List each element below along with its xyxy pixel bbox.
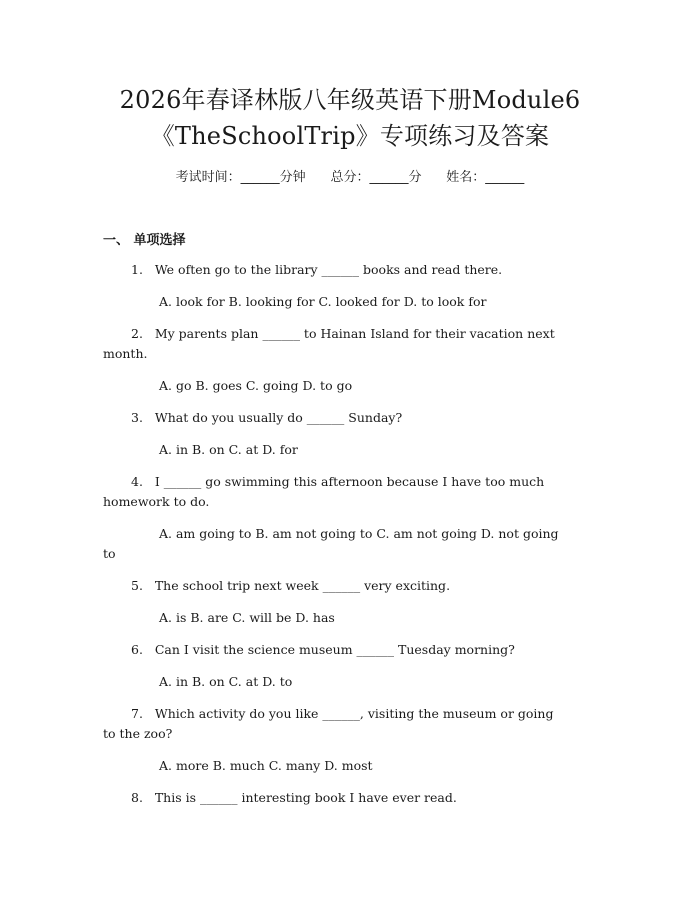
question-8-text: 8. This is ______ interesting book I have ever read. [131, 790, 457, 805]
question-3-text: 3. What do you usually do ______ Sunday? [131, 410, 403, 425]
question-4-text-continued: homework to do. [103, 494, 210, 509]
exam-score-label: 总分：______分 [330, 170, 422, 185]
document-title-line-2: 《TheSchoolTrip》专项练习及答案 [150, 122, 550, 150]
exam-name-label: 姓名：______ [446, 170, 525, 185]
document-title-line-1: 2026年春译林版八年级英语下册Module6 [119, 86, 581, 114]
question-5-text: 5. The school trip next week ______ very exciting. [131, 578, 451, 593]
question-6-options: A. in B. on C. at D. to [159, 674, 293, 689]
question-4-options-continued: to [103, 546, 116, 561]
question-7-options: A. more B. much C. many D. most [159, 758, 373, 773]
question-5-options: A. is B. are C. will be D. has [159, 610, 335, 625]
question-2-text-continued: month. [103, 346, 148, 361]
question-7-text-continued: to the zoo? [103, 726, 173, 741]
question-2-text: 2. My parents plan ______ to Hainan Island for their vacation next [131, 326, 555, 341]
question-4-text: 4. I ______ go swimming this afternoon because I have too much [131, 474, 545, 489]
exam-meta [0, 168, 700, 188]
question-6-text: 6. Can I visit the science museum ______ Tuesday morning? [131, 642, 515, 657]
question-3-options: A. in B. on C. at D. for [159, 442, 298, 457]
question-1-options: A. look for B. looking for C. looked for D. to look for [159, 294, 487, 309]
section-title: 一、 单项选择 [103, 233, 186, 248]
exam-time-label: 考试时间：______分钟 [175, 170, 306, 185]
question-7-text: 7. Which activity do you like ______, visiting the museum or going [131, 706, 554, 721]
question-4-options: A. am going to B. am not going to C. am not going D. not going [159, 526, 559, 541]
question-1-text: 1. We often go to the library ______ books and read there. [131, 262, 503, 277]
question-2-options: A. go B. goes C. going D. to go [159, 378, 353, 393]
